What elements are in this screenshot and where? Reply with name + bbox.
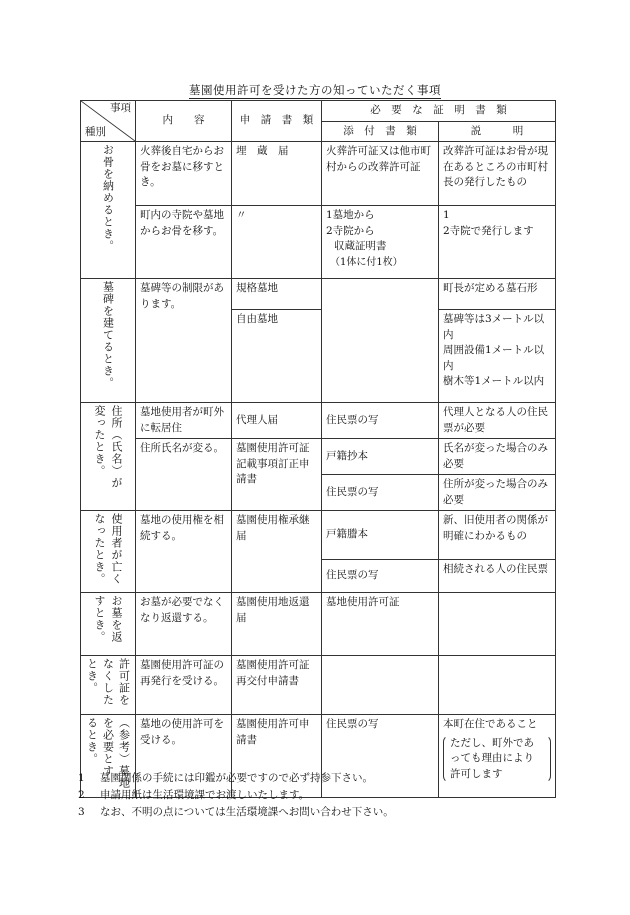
type-label: 変ったとき。 <box>93 405 106 477</box>
header-corner <box>81 101 136 142</box>
type-label: お墓を返 <box>110 595 123 643</box>
type-label: 墓碑を建てるとき。 <box>101 281 115 389</box>
form-cell: 〃 <box>232 206 322 279</box>
header-content: 内 容 <box>136 101 232 142</box>
form-cell: 代理人届 <box>232 403 322 439</box>
content-cell: 墓碑等の制限があります。 <box>136 279 232 403</box>
content-cell: 墓地の使用権を相続する。 <box>136 511 232 593</box>
attachment-cell: 戸籍抄本 <box>322 439 439 475</box>
type-label: を必要とす <box>101 717 115 777</box>
explanation-cell <box>439 715 556 798</box>
type-label: 使用者が亡く <box>110 513 123 585</box>
form-cell: 墓園使用地返還届 <box>232 593 322 656</box>
table-row <box>81 206 556 279</box>
table-row <box>81 511 556 560</box>
content-cell: 墓地の使用許可を受ける。 <box>136 715 232 798</box>
table-row <box>81 403 556 439</box>
explanation-cell: 住所が変った場合のみ必要 <box>439 475 556 511</box>
table-row <box>81 142 556 206</box>
header-required: 必 要 な 証 明 書 類 <box>322 101 556 122</box>
procedures-table <box>80 100 556 798</box>
type-cell <box>81 593 136 656</box>
header-item-label: 事項 <box>110 102 131 114</box>
attachment-cell: 住民票の写 <box>322 560 439 593</box>
explanation-cell: 町長が定める墓石形 <box>439 279 556 310</box>
note-item <box>78 804 394 821</box>
explanation-cell: 相続される人の住民票 <box>439 560 556 593</box>
note-item <box>78 787 394 804</box>
header-type-label: 種別 <box>85 125 106 138</box>
explanation-note: ただし、町外であっても理由により許可します <box>443 735 551 784</box>
form-cell: 墓園使用許可証再交付申請書 <box>232 656 322 715</box>
content-cell: 火葬後自宅からお骨をお墓に移すとき。 <box>136 142 232 206</box>
type-cell <box>81 142 136 279</box>
content-cell: 町内の寺院や墓地からお骨を移す。 <box>136 206 232 279</box>
form-cell: 墓園使用権承継届 <box>232 511 322 593</box>
type-cell <box>81 511 136 593</box>
attachment-line: 1墓地から <box>326 209 375 222</box>
type-label: お骨を納めるとき。 <box>101 144 115 252</box>
note-number: 2 <box>78 789 85 801</box>
header-row <box>81 101 556 122</box>
attachment-cell: 住民票の写 <box>322 403 439 439</box>
header-explanation: 説 明 <box>439 121 556 142</box>
attachment-cell: 火葬許可証又は他市町村からの改葬許可証 <box>322 142 439 206</box>
explanation-line: 周囲設備1メートル以内 <box>443 344 545 372</box>
attachment-line: （1体に付1枚） <box>330 256 403 268</box>
type-cell <box>81 403 136 511</box>
type-label: 許可証を <box>117 658 131 706</box>
type-label: 住所（氏名）が <box>110 405 123 489</box>
table-row <box>81 656 556 715</box>
type-label: るとき。 <box>85 717 99 765</box>
explanation-line: 1 <box>443 209 450 222</box>
attachment-cell <box>322 206 439 279</box>
explanation-line: 墓碑等は3メートル以内 <box>443 313 545 341</box>
header-attached: 添 付 書 類 <box>322 121 439 142</box>
content-cell: 住所氏名が変る。 <box>136 439 232 511</box>
explanation-cell <box>439 593 556 656</box>
type-label: なくした <box>101 658 115 706</box>
explanation-line: 2寺院で発行します <box>443 224 534 237</box>
attachment-cell: 墓地使用許可証 <box>322 593 439 656</box>
attachment-line: 収蔵証明書 <box>334 240 387 253</box>
attachment-cell: 戸籍謄本 <box>322 511 439 560</box>
explanation-line: 樹木等1メートル以内 <box>443 375 545 387</box>
note-text: なお、不明の点については生活環境課へお問い合わせ下さい。 <box>100 806 394 818</box>
form-cell: 墓園使用許可申請書 <box>232 715 322 798</box>
type-cell <box>81 656 136 715</box>
explanation-cell: 改葬許可証はお骨が現在あるところの市町村長の発行したもの <box>439 142 556 206</box>
type-label: とき。 <box>85 658 99 694</box>
explanation-cell <box>439 206 556 279</box>
type-label: （参考）墓地 <box>117 717 131 789</box>
explanation-cell <box>439 656 556 715</box>
attachment-cell <box>322 279 439 403</box>
note-number: 1 <box>78 772 85 784</box>
note-text: 申請用紙は生活環境課でお渡しいたします。 <box>100 789 310 801</box>
explanation-cell <box>439 310 556 403</box>
title-text: 墓園使用許可を受けた方の知っていただく事項 <box>189 83 441 97</box>
explanation-cell: 代理人となる人の住民票が必要 <box>439 403 556 439</box>
note-text: 墓園関係の手続には印鑑が必要ですので必ず持参下さい。 <box>100 772 373 784</box>
explanation-line: 本町在住であること <box>443 718 538 730</box>
content-cell: 墓園使用許可証の再発行を受ける。 <box>136 656 232 715</box>
explanation-cell: 氏名が変った場合のみ必要 <box>439 439 556 475</box>
page-title <box>0 82 630 98</box>
note-item <box>78 770 394 787</box>
explanation-cell: 新、旧使用者の関係が明確にわかるもの <box>439 511 556 560</box>
header-forms: 申 請 書 類 <box>232 101 322 142</box>
type-label: すとき。 <box>93 595 106 643</box>
content-cell: 墓地使用者が町外に転居住 <box>136 403 232 439</box>
note-number: 3 <box>78 806 85 818</box>
table-row <box>81 279 556 310</box>
form-cell: 自由墓地 <box>232 310 322 403</box>
type-cell <box>81 279 136 403</box>
form-cell: 規格墓地 <box>232 279 322 310</box>
attachment-cell: 住民票の写 <box>322 715 439 798</box>
form-cell: 埋 蔵 届 <box>232 142 322 206</box>
table-row <box>81 439 556 475</box>
type-label: なったとき。 <box>93 513 106 585</box>
attachment-cell: 住民票の写 <box>322 475 439 511</box>
table-row <box>81 593 556 656</box>
attachment-cell <box>322 656 439 715</box>
content-cell: お墓が必要でなくなり返還する。 <box>136 593 232 656</box>
attachment-line: 2寺院から <box>326 224 375 237</box>
notes-list <box>78 770 394 821</box>
form-cell: 墓園使用許可証記載事項訂正申請書 <box>232 439 322 511</box>
